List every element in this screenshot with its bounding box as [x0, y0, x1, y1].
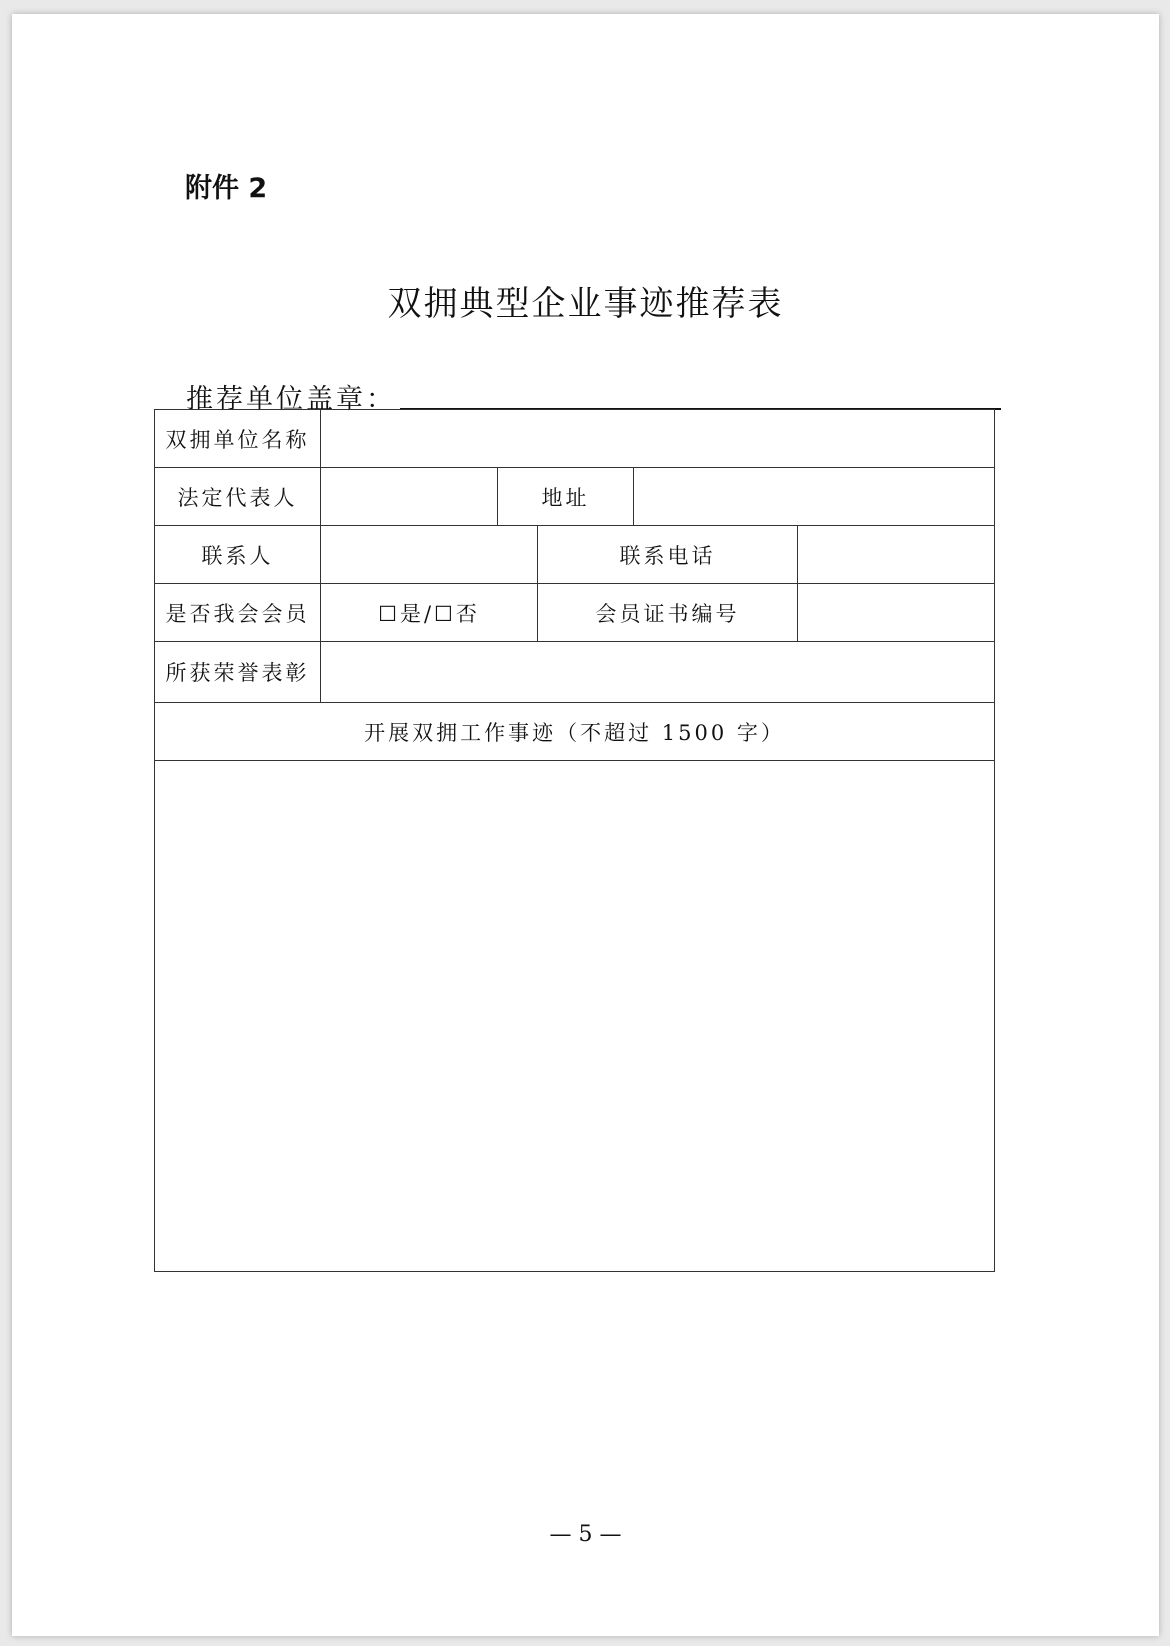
seal-label: 推荐单位盖章：	[186, 384, 396, 415]
member-options[interactable]: ☐是/☐否	[321, 584, 538, 642]
form-row-legal-rep	[155, 468, 995, 526]
recommendation-form	[154, 409, 995, 1272]
contact-label: 联系人	[155, 526, 321, 584]
deeds-field[interactable]	[155, 761, 995, 1272]
phone-label: 联系电话	[538, 526, 798, 584]
form-row-honors	[155, 642, 995, 703]
legal-rep-field[interactable]	[321, 468, 498, 526]
contact-field[interactable]	[321, 526, 538, 584]
form-row-unit-name	[155, 410, 995, 468]
page-title: 双拥典型企业事迹推荐表	[387, 284, 784, 324]
page-number: — 5 —	[549, 1522, 622, 1547]
attachment-label: 附件 2	[185, 173, 268, 204]
honors-field[interactable]	[321, 642, 995, 703]
deeds-label: 开展双拥工作事迹（不超过 1500 字）	[155, 703, 995, 761]
address-label: 地址	[498, 468, 634, 526]
unit-name-field[interactable]	[321, 410, 995, 468]
form-row-deeds-body	[155, 761, 995, 1272]
form-row-membership	[155, 584, 995, 642]
member-label: 是否我会会员	[155, 584, 321, 642]
honors-label: 所获荣誉表彰	[155, 642, 321, 703]
form-row-contact	[155, 526, 995, 584]
legal-rep-label: 法定代表人	[155, 468, 321, 526]
unit-name-label: 双拥单位名称	[155, 410, 321, 468]
phone-field[interactable]	[798, 526, 995, 584]
cert-no-label: 会员证书编号	[538, 584, 798, 642]
cert-no-field[interactable]	[798, 584, 995, 642]
form-row-deeds-header	[155, 703, 995, 761]
address-field[interactable]	[634, 468, 995, 526]
